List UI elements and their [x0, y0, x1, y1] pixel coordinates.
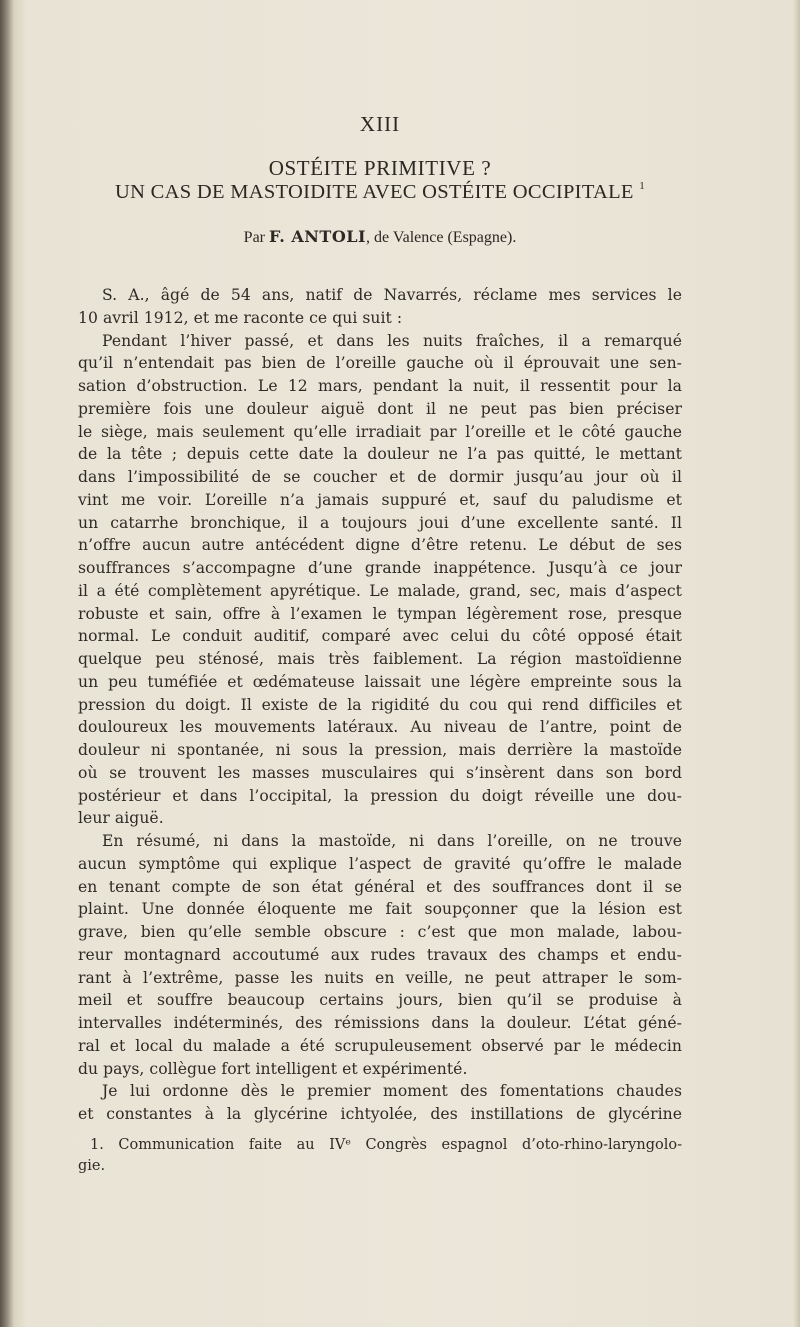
body-line: de la tête ; depuis cette date la douleur ne l’a pas quitté, le mettant	[78, 445, 682, 464]
body-line: intervalles indéterminés, des rémissions dans la douleur. L’état géné-	[78, 1014, 682, 1032]
body-line: meil et souffre beaucoup certains jours, bien qu’il se produise à	[78, 991, 682, 1010]
author-byline	[78, 227, 682, 247]
body-line: et constantes à la glycérine ichtyolée, des instillations de glycérine	[78, 1105, 682, 1123]
body-line: vint me voir. L’oreille n’a jamais suppuré et, sauf du paludisme et	[78, 490, 682, 509]
body-line: Je lui ordonne dès le premier moment des fomentations chaudes	[102, 1082, 682, 1101]
body-line: première fois une douleur aiguë dont il ne peut pas bien préciser	[78, 399, 682, 418]
footnote-line: 1. Communication faite au IVᵉ Congrès espagnol d’oto-rhino-laryngolo-	[90, 1137, 682, 1153]
body-line: en tenant compte de son état général et des souffrances dont il se	[78, 877, 682, 896]
body-line: douleur ni spontanée, ni sous la pression, mais derrière la mastoïde	[78, 741, 682, 759]
body-line: où se trouvent les masses musculaires qui s’insèrent dans son bord	[78, 763, 682, 782]
body-line: normal. Le conduit auditif, comparé avec celui du côté opposé était	[78, 627, 682, 646]
byline-prefix: Par	[243, 229, 265, 246]
article-title-line-1: OSTÉITE PRIMITIVE ?	[268, 156, 492, 180]
article-body	[78, 284, 682, 1126]
body-line: postérieur et dans l’occipital, la pression du doigt réveille une dou-	[78, 786, 682, 805]
author-affiliation: , de Valence (Espagne).	[366, 229, 517, 246]
body-line: plaint. Une donnée éloquente me fait soupçonner que la lésion est	[78, 900, 682, 919]
body-line: le siège, mais seulement qu’elle irradiait par l’oreille et le côté gauche	[78, 422, 682, 441]
footnote	[78, 1135, 682, 1177]
body-line: ral et local du malade a été scrupuleusement observé par le médecin	[78, 1036, 682, 1055]
body-line: souffrances s’accompagne d’une grande inappétence. Jusqu’à ce jour	[78, 559, 682, 577]
body-line: rant à l’extrême, passe les nuits en veille, ne peut attraper le som-	[78, 968, 682, 987]
body-line: quelque peu sténosé, mais très faiblement. La région mastoïdienne	[78, 650, 682, 668]
body-line: sation d’obstruction. Le 12 mars, pendant la nuit, il ressentit pour la	[78, 377, 682, 395]
body-line: pression du doigt. Il existe de la rigidité du cou qui rend difficiles et	[78, 695, 682, 714]
body-line: reur montagnard accoutumé aux rudes travaux des champs et endu-	[78, 945, 682, 964]
body-line: S. A., âgé de 54 ans, natif de Navarrés, réclame mes services le	[102, 286, 682, 304]
body-line: 10 avril 1912, et me raconte ce qui suit :	[78, 308, 403, 327]
article-title-line-2	[78, 180, 682, 204]
footnote-marker: 1	[639, 180, 645, 192]
body-line: un peu tuméfiée et œdémateuse laissait une légère empreinte sous la	[78, 672, 682, 691]
body-line: robuste et sain, offre à l’examen le tympan légèrement rose, presque	[78, 604, 682, 623]
body-line: aucun symptôme qui explique l’aspect de gravité qu’offre le malade	[78, 854, 682, 873]
chapter-number: XIII	[359, 112, 401, 136]
body-line: du pays, collègue fort intelligent et expérimenté.	[78, 1059, 468, 1078]
body-line: Pendant l’hiver passé, et dans les nuits fraîches, il a remarqué	[102, 331, 682, 350]
body-line: douloureux les mouvements latéraux. Au niveau de l’antre, point de	[78, 718, 682, 737]
footnote-line: gie.	[78, 1158, 106, 1174]
body-line: grave, bien qu’elle semble obscure : c’est que mon malade, labou-	[78, 923, 682, 941]
author-name: F. ANTOLI	[269, 227, 367, 246]
body-line: qu’il n’entendait pas bien de l’oreille gauche où il éprouvait une sen-	[78, 354, 682, 373]
body-line: En résumé, ni dans la mastoïde, ni dans l’oreille, on ne trouve	[102, 832, 682, 850]
body-line: il a été complètement apyrétique. Le malade, grand, sec, mais d’aspect	[78, 581, 682, 600]
body-line: n’offre aucun autre antécédent digne d’être retenu. Le début de ses	[78, 536, 682, 555]
article-title-line-2-text: UN CAS DE MASTOIDITE AVEC OSTÉITE OCCIPITALE	[115, 181, 634, 203]
body-line: dans l’impossibilité de se coucher et de dormir jusqu’au jour où il	[78, 468, 682, 486]
body-line: un catarrhe bronchique, il a toujours joui d’une excellente santé. Il	[78, 513, 682, 532]
body-line: leur aiguë.	[78, 809, 164, 828]
